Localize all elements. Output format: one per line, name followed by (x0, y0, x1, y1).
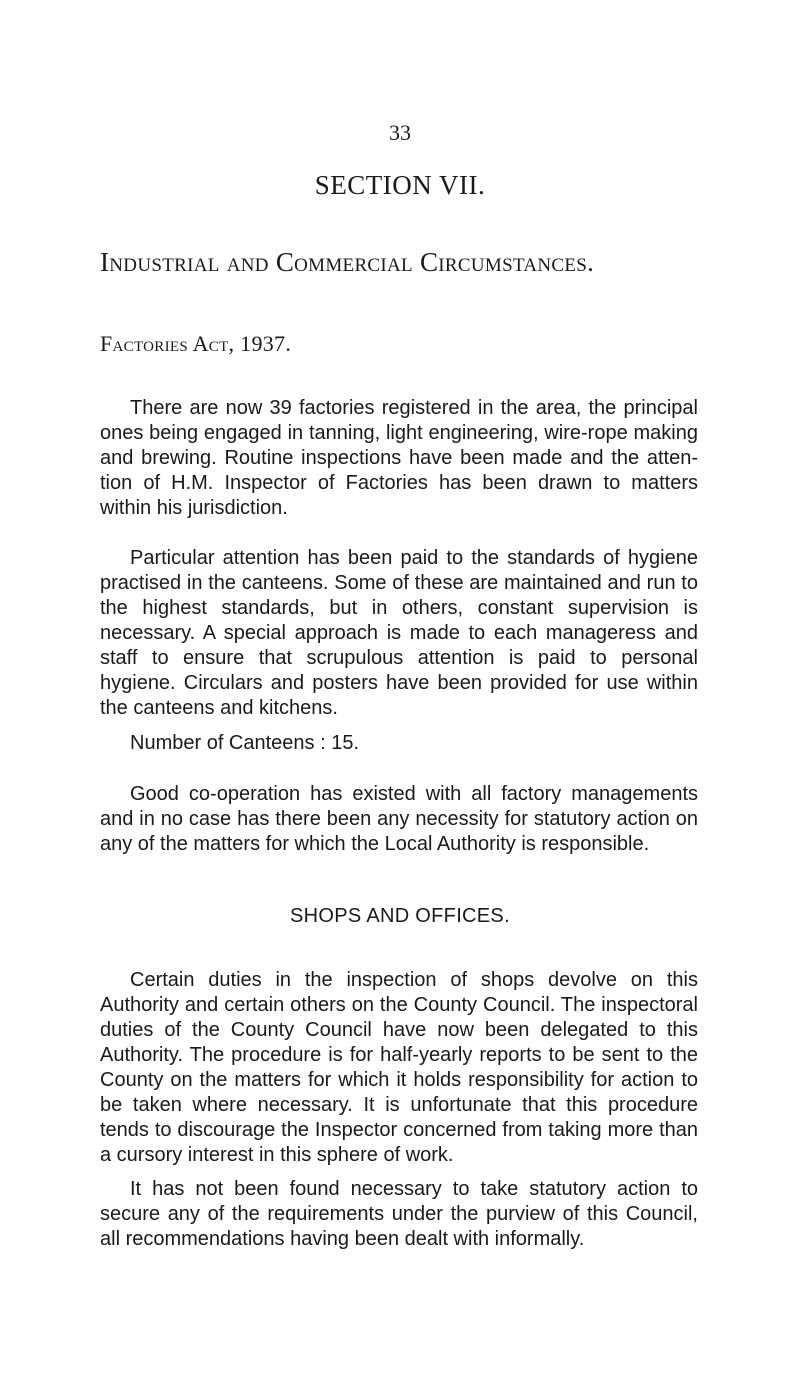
main-heading: Industrial and Commercial Circumstances. (100, 247, 595, 277)
page-number: 33 (389, 120, 411, 145)
shops-paragraph-1: Certain duties in the inspection of shops devolve on this Authority and certain others on the County Council. The inspectoral duties of the County Council have now been delegated to this Authority. The procedure is for half-yearly reports to be sent to the County on the matters for which it holds responsibility for action to be taken where necessary. It is unfortunate that this procedure tends to discourage the Inspector concerned from taking more than a cursory interest in this sphere of work. (100, 969, 698, 1166)
factories-paragraph-3: Good co-operation has existed with all factory managements and in no case has there been any necessity for statutory action on any of the matters for which the Local Authority is responsible. (100, 783, 698, 855)
shops-paragraph-2: It has not been found necessary to take statutory action to secure any of the requirements under the purview of this Council, all recommendations having been dealt with informally. (100, 1178, 698, 1250)
factories-paragraph-2: Particular attention has been paid to the standards of hygiene practised in the canteens. Some of these are maintained and run to the highest standards, but in others, constant supervision is necessary. A special approach is made to each manageress and staff to ensure that scrupulous attention is paid to personal hygiene. Circulars and posters have been provided for use within the canteens and kitchens. (100, 547, 698, 719)
canteens-count: Number of Canteens : 15. (130, 732, 360, 754)
shops-offices-heading: SHOPS AND OFFICES. (290, 905, 510, 927)
factories-act-heading: Factories Act, 1937. (100, 331, 292, 356)
section-title: SECTION VII. (314, 170, 486, 200)
factories-paragraph-1: There are now 39 factories registered in the area, the principal ones being engaged in tanning, light engineering, wire-rope making and brewing. Routine inspections have been made and the attention of H.M. Inspector of Factories has been drawn to matters within his jurisdiction. (100, 397, 698, 519)
